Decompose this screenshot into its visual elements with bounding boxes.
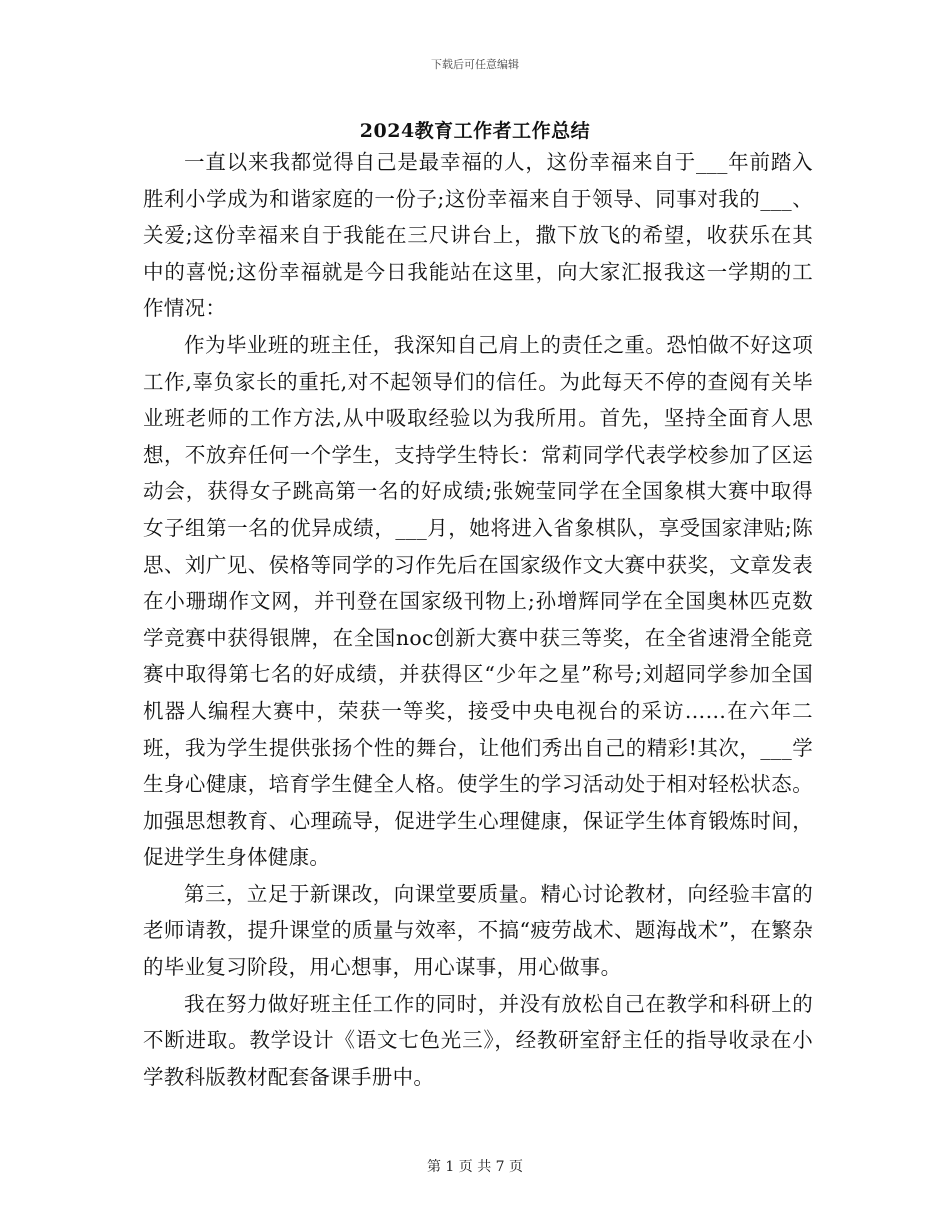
paragraph-curriculum: 第三，立足于新课改，向课堂要质量。精心讨论教材，向经验丰富的老师请教，提升课堂的质量与效率，不搞“疲劳战术、题海战术”，在繁杂的毕业复习阶段，用心想事，用心谋事，用心做事。 <box>143 881 813 980</box>
paragraph-intro: 一直以来我都觉得自己是最幸福的人，这份幸福来自于___年前踏入胜利小学成为和谐家庭的一份子;这份幸福来自于领导、同事对我的___、关爱;这份幸福来自于我能在三尺讲台上，撒下放飞的希望，收获乐在其中的喜悦;这份幸福就是今日我能站在这里，向大家汇报我这一学期的工作情况： <box>143 150 813 321</box>
paragraph-head-teacher: 作为毕业班的班主任，我深知自己肩上的责任之重。恐怕做不好这项工作,辜负家长的重托,对不起领导们的信任。为此每天不停的查阅有关毕业班老师的工作方法,从中吸取经验以为我所用。首先，坚持全面育人思想，不放弃任何一个学生，支持学生特长：常莉同学代表学校参加了区运动会，获得女子跳高第一名的好成绩;张婉莹同学在全国象棋大赛中取得女子组第一名的优异成绩，___月，她将进入省象棋队，享受国家津贴;陈思、刘广见、侯格等同学的习作先后在国家级作文大赛中获奖，文章发表在小珊瑚作文网，并刊登在国家级刊物上;孙增辉同学在全国奥林匹克数学竞赛中获得银牌，在全国noc创新大赛中获三等奖，在全省速滑全能竞赛中取得第七名的好成绩，并获得区“少年之星”称号;刘超同学参加全国机器人编程大赛中，荣获一等奖，接受中央电视台的采访……在六年二班，我为学生提供张扬个性的舞台，让他们秀出自己的精彩!其次，___学生身心健康，培育学生健全人格。使学生的学习活动处于相对轻松状态。加强思想教育、心理疏导，促进学生心理健康，保证学生体育锻炼时间，促进学生身体健康。 <box>143 332 813 870</box>
page-footer: 第 1 页 共 7 页 <box>426 1159 524 1175</box>
paragraph-research: 我在努力做好班主任工作的同时，并没有放松自己在教学和科研上的不断进取。教学设计《语文七色光三》，经教研室舒主任的指导收录在小学教科版教材配套备课手册中。 <box>143 991 813 1089</box>
document-title: 2024教育工作者工作总结 <box>359 120 591 142</box>
header-note: 下载后可任意编辑 <box>431 58 519 71</box>
document-body <box>143 144 813 1095</box>
